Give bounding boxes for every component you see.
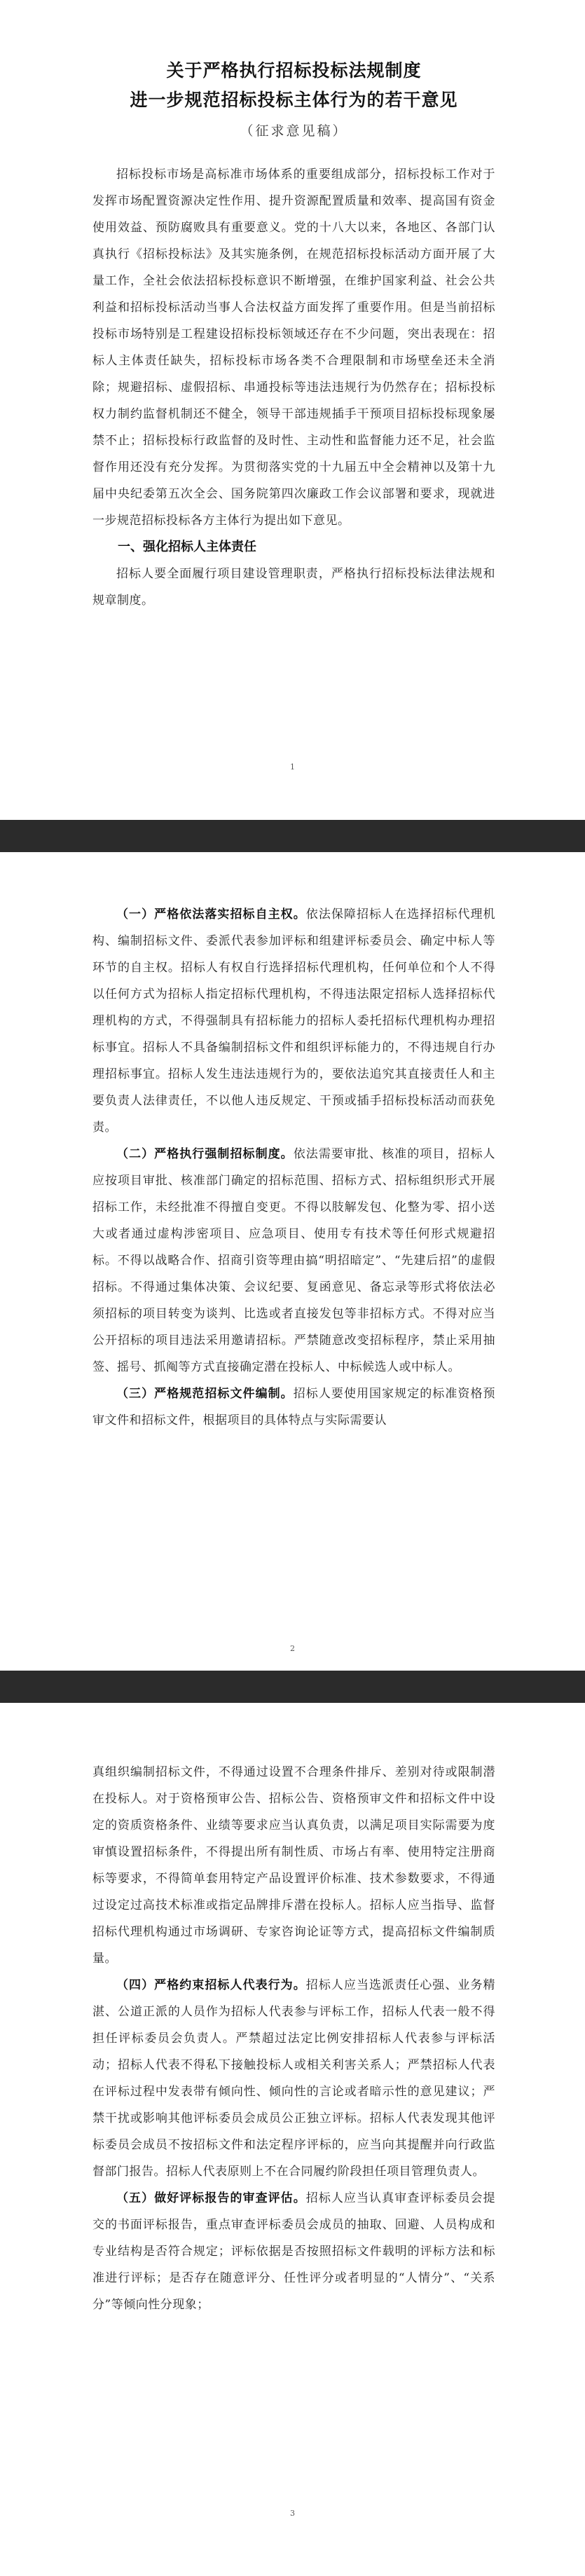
clause-4-body: 招标人应当选派责任心强、业务精湛、公道正派的人员作为招标人代表参与评标工作，招标人代表一般不得担任评标委员会负责人。严禁超过法定比例安排招标人代表参与评标活动；招标人代表不得私下接触投标人或相关利害关系人；严禁招标人代表在评标过程中发表带有倾向性、倾向性的言论或者暗示性的意见建议；严禁干扰或影响其他评标委员会成员公正独立评标。招标人代表发现其他评标委员会成员不按招标文件和法定程序评标的，应当向其提醒并向行政监督部门报告。招标人代表原则上不在合同履约阶段担任项目管理负责人。	[92, 1978, 496, 2179]
section-1-intro: 招标人要全面履行项目建设管理职责，严格执行招标投标法律法规和规章制度。	[92, 567, 495, 608]
clause-1-lead: （一）严格依法落实招标自主权。	[116, 907, 306, 922]
section-heading-1: 一、强化招标人主体责任	[118, 540, 256, 554]
page-number: 1	[290, 762, 295, 772]
page-1	[0, 0, 585, 820]
page-number: 3	[290, 2509, 295, 2518]
page-separator	[0, 820, 585, 852]
clause-2-body: 依法需要审批、核准的项目，招标人应按项目审批、核准部门确定的招标范围、招标方式、招标组织形式开展招标工作，未经批准不得擅自变更。不得以肢解发包、化整为零、招小送大或者通过虚构涉密项目、应急项目、使用专有技术等任何形式规避招标。不得以战略合作、招商引资等理由搞“明招暗定”、“先建后招”的虚假招标。不得通过集体决策、会议纪要、复函意见、备忘录等形式将依法必须招标的项目转变为谈判、比选或者直接发包等非招标方式。不得对应当公开招标的项目违法采用邀请招标。严禁随意改变招标程序，禁止采用抽签、摇号、抓阄等方式直接确定潜在投标人、中标候选人或中标人。	[92, 1147, 496, 1374]
clause-2-lead: （二）严格执行强制招标制度。	[116, 1147, 294, 1161]
clause-5	[92, 2185, 495, 2318]
clause-3	[92, 1381, 495, 1434]
page-separator	[0, 1671, 585, 1703]
document-title-line-2: 进一步规范招标投标主体行为的若干意见	[130, 90, 458, 110]
page-2	[0, 852, 585, 1671]
clause-2	[92, 1141, 495, 1381]
document-title-line-1: 关于严格执行招标投标法规制度	[166, 60, 422, 81]
clause-3-body: 招标人要使用国家规定的标准资格预审文件和招标文件，根据项目的具体特点与实际需要认	[92, 1387, 496, 1427]
clause-3-lead: （三）严格规范招标文件编制。	[116, 1387, 294, 1401]
clause-4	[92, 1972, 495, 2185]
clause-1	[92, 901, 495, 1141]
clause-3-continued: 真组织编制招标文件，不得通过设置不合理条件排斥、差别对待或限制潜在投标人。对于资格预审公告、招标公告、资格预审文件和招标文件中设定的资质资格条件、业绩等要求应当认真负责，以满足项目实际需要为度审慎设置招标条件，不得提出所有制性质、市场占有率、使用特定注册商标等要求，不得简单套用特定产品设置评价标准、技术参数要求，不得通过设定过高技术标准或指定品牌排斥潜在投标人。招标人应当指导、监督招标代理机构通过市场调研、专家咨询论证等方式，提高招标文件编制质量。	[92, 1765, 495, 1966]
page-number: 2	[290, 1644, 295, 1653]
clause-4-lead: （四）严格约束招标人代表行为。	[116, 1978, 306, 1992]
document-subtitle: （征求意见稿）	[240, 123, 348, 139]
page-3	[0, 1703, 585, 2576]
clause-1-body: 依法保障招标人在选择招标代理机构、编制招标文件、委派代表参加评标和组建评标委员会、确定中标人等环节的自主权。招标人有权自行选择招标代理机构，任何单位和个人不得以任何方式为招标人指定招标代理机构，不得违法限定招标人选择招标代理机构的方式，不得强制具有招标能力的招标人委托招标代理机构办理招标事宜。招标人不具备编制招标文件和组织评标能力的，不得违规自行办理招标事宜。招标人发生违法违规行为的，要依法追究其直接责任人和主要负责人法律责任，不以他人违反规定、干预或插手招标投标活动而获免责。	[92, 907, 496, 1135]
clause-5-lead: （五）做好评标报告的审查评估。	[116, 2191, 306, 2205]
intro-paragraph: 招标投标市场是高标准市场体系的重要组成部分，招标投标工作对于发挥市场配置资源决定性作用、提升资源配置质量和效率、提高国有资金使用效益、预防腐败具有重要意义。党的十八大以来，各地区、各部门认真执行《招标投标法》及其实施条例，在规范招标投标活动方面开展了大量工作，全社会依法招标投标意识不断增强，在维护国家利益、社会公共利益和招标投标活动当事人合法权益方面发挥了重要作用。但是当前招标投标市场特别是工程建设招标投标领域还存在不少问题，突出表现在：招标人主体责任缺失，招标投标市场各类不合理限制和市场壁垒还未全消除；规避招标、虚假招标、串通投标等违法违规行为仍然存在；招标投标权力制约监督机制还不健全，领导干部违规插手干预项目招标投标现象屡禁不止；招标投标行政监督的及时性、主动性和监督能力还不足，社会监督作用还没有充分发挥。为贯彻落实党的十九届五中全会精神以及第十九届中央纪委第五次全会、国务院第四次廉政工作会议部署和要求，现就进一步规范招标投标各方主体行为提出如下意见。	[92, 167, 495, 528]
clause-5-body: 招标人应当认真审查评标委员会提交的书面评标报告，重点审查评标委员会成员的抽取、回避、人员构成和专业结构是否符合规定；评标依据是否按照招标文件载明的评标方法和标准进行评标；是否存在随意评分、任性评分或者明显的“人情分”、“关系分”等倾向性分现象；	[92, 2191, 496, 2312]
